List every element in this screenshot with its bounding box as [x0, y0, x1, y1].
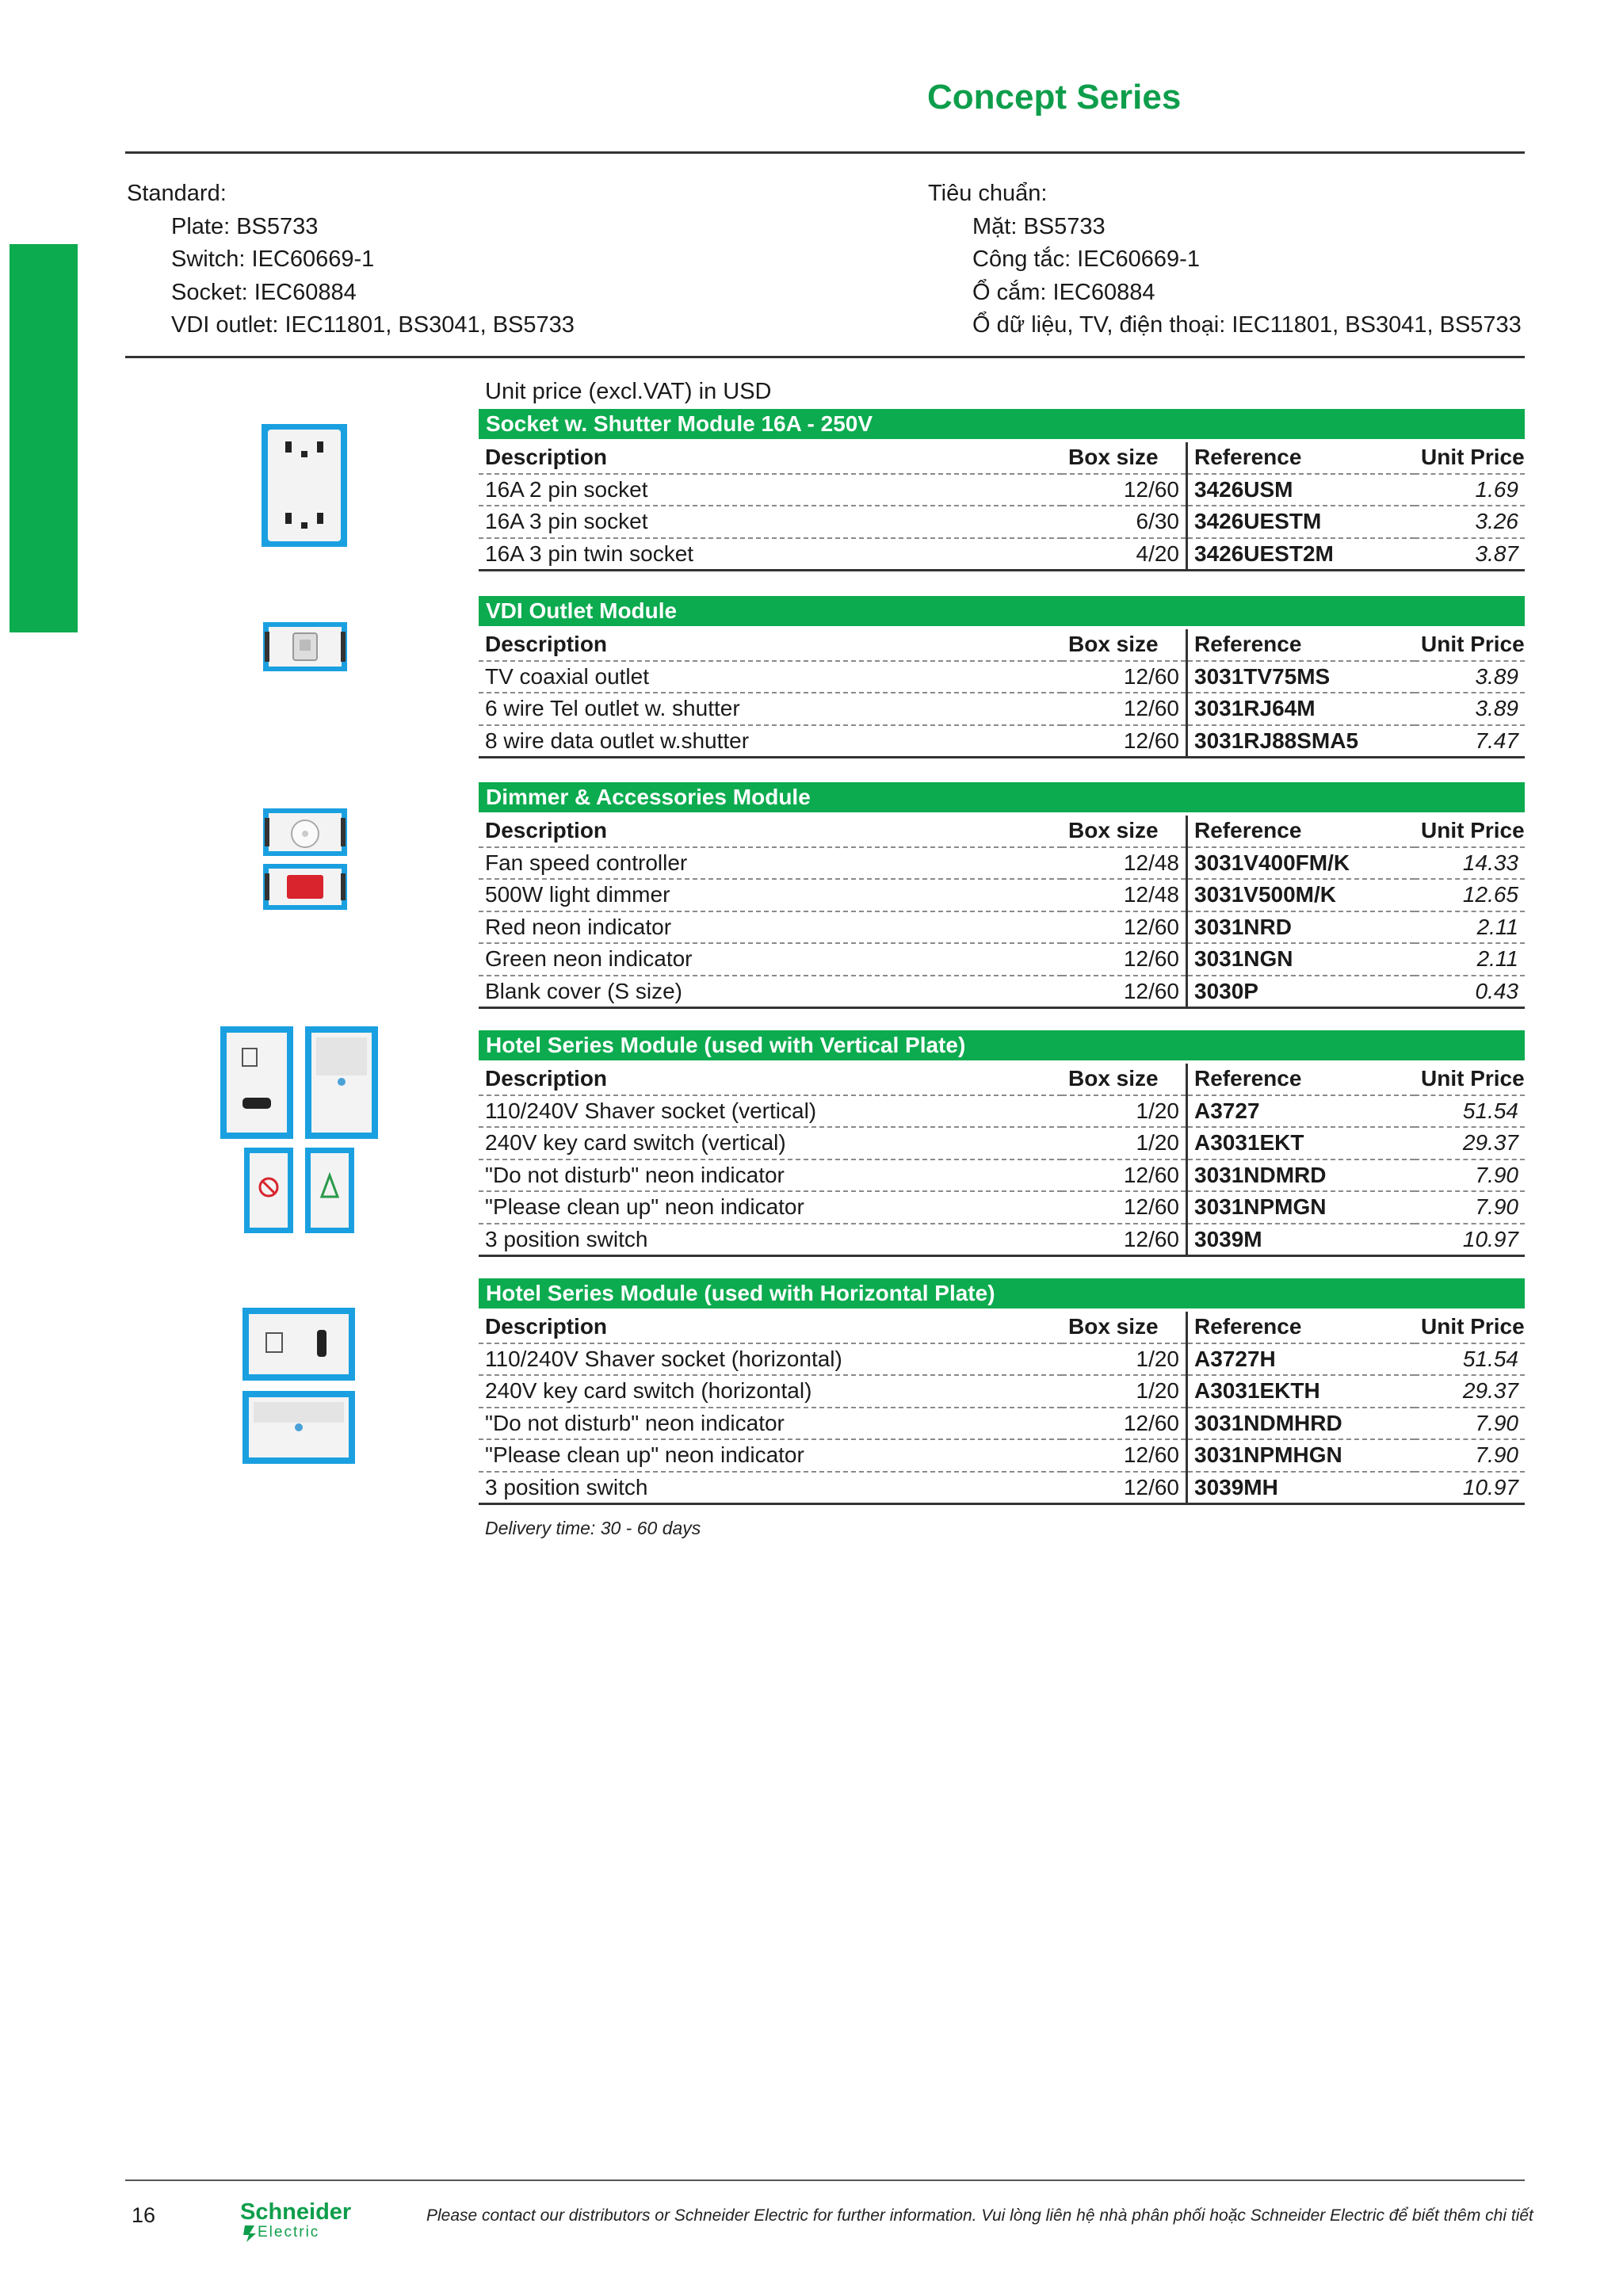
col-reference: Reference — [1187, 816, 1415, 847]
col-unit-price: Unit Price — [1415, 816, 1525, 847]
cell-unit-price: 3.89 — [1415, 661, 1525, 693]
cell-box-size: 12/60 — [1062, 725, 1187, 758]
standards-heading: Tiêu chuẩn: — [928, 181, 1048, 206]
cell-reference: 3030P — [1187, 976, 1415, 1008]
cell-description: 240V key card switch (vertical) — [479, 1127, 1062, 1159]
shaver-socket-vertical-image — [220, 1026, 293, 1139]
cell-unit-price: 3.89 — [1415, 693, 1525, 725]
cell-reference: 3031NDMRD — [1187, 1159, 1415, 1192]
price-table — [479, 816, 1525, 1009]
cell-description: 16A 3 pin twin socket — [479, 538, 1062, 571]
standard-line: Công tắc: IEC60669-1 — [972, 246, 1200, 272]
section-title: Dimmer & Accessories Module — [479, 782, 1525, 812]
col-box-size: Box size — [1062, 629, 1187, 661]
col-description: Description — [479, 629, 1062, 661]
cell-reference: 3031NDMHRD — [1187, 1408, 1415, 1440]
cell-box-size: 12/60 — [1062, 911, 1187, 944]
cell-description: "Please clean up" neon indicator — [479, 1439, 1062, 1472]
table-row — [479, 943, 1525, 976]
schneider-electric-logo — [240, 2199, 375, 2243]
cell-box-size: 12/60 — [1062, 693, 1187, 725]
table-header — [479, 1312, 1525, 1343]
svg-text:Electric: Electric — [258, 2224, 320, 2241]
col-description: Description — [479, 442, 1062, 474]
key-card-switch-vertical-image — [305, 1026, 378, 1139]
cell-unit-price: 14.33 — [1415, 847, 1525, 880]
cell-box-size: 12/60 — [1062, 1224, 1187, 1256]
cell-box-size: 12/60 — [1062, 1191, 1187, 1224]
cell-unit-price: 10.97 — [1415, 1472, 1525, 1504]
table-header — [479, 442, 1525, 474]
dimmer-image — [263, 808, 347, 856]
cell-box-size: 12/60 — [1062, 1408, 1187, 1440]
please-clean-up-vertical-image — [305, 1148, 354, 1233]
standards-heading: Standard: — [127, 181, 227, 206]
table-header — [479, 629, 1525, 661]
price-table — [479, 1064, 1525, 1257]
cell-box-size: 12/60 — [1062, 474, 1187, 506]
shaver-socket-horizontal-image — [242, 1308, 355, 1381]
cell-unit-price: 3.26 — [1415, 506, 1525, 538]
cell-box-size: 12/60 — [1062, 1159, 1187, 1192]
footer-rule — [125, 2179, 1525, 2181]
delivery-note: Delivery time: 30 - 60 days — [485, 1518, 701, 1538]
cell-unit-price: 7.90 — [1415, 1191, 1525, 1224]
cell-unit-price: 10.97 — [1415, 1224, 1525, 1256]
table-row — [479, 1343, 1525, 1376]
table-row — [479, 1224, 1525, 1256]
col-unit-price: Unit Price — [1415, 1312, 1525, 1343]
cell-reference: A3727H — [1187, 1343, 1415, 1376]
table-header — [479, 816, 1525, 847]
cell-description: 16A 3 pin socket — [479, 506, 1062, 538]
cell-reference: 3031V500M/K — [1187, 879, 1415, 911]
standards-vietnamese — [928, 178, 1522, 342]
standards-english — [127, 178, 575, 342]
cell-reference: 3426USM — [1187, 474, 1415, 506]
footer-contact-note: Please contact our distributors or Schneider Electric for further information. Vui lòng liên hệ nhà phân phối hoặc Schneider Electric để biết thêm chi tiết — [426, 2206, 1533, 2225]
cell-description: "Please clean up" neon indicator — [479, 1191, 1062, 1224]
red-indicator-image — [263, 864, 347, 910]
table-row — [479, 879, 1525, 911]
col-unit-price: Unit Price — [1415, 442, 1525, 474]
cell-description: 500W light dimmer — [479, 879, 1062, 911]
table-row — [479, 538, 1525, 571]
table-row — [479, 661, 1525, 693]
cell-reference: 3039MH — [1187, 1472, 1415, 1504]
cell-box-size: 4/20 — [1062, 538, 1187, 571]
cell-box-size: 12/48 — [1062, 847, 1187, 880]
cell-unit-price: 12.65 — [1415, 879, 1525, 911]
cell-description: 240V key card switch (horizontal) — [479, 1375, 1062, 1408]
col-box-size: Box size — [1062, 816, 1187, 847]
col-description: Description — [479, 1064, 1062, 1095]
cell-unit-price: 29.37 — [1415, 1375, 1525, 1408]
table-row — [479, 1127, 1525, 1159]
col-reference: Reference — [1187, 442, 1415, 474]
cell-box-size: 12/48 — [1062, 879, 1187, 911]
table-row — [479, 1408, 1525, 1440]
cell-description: TV coaxial outlet — [479, 661, 1062, 693]
cell-box-size: 12/60 — [1062, 943, 1187, 976]
table-row — [479, 976, 1525, 1008]
cell-description: "Do not disturb" neon indicator — [479, 1408, 1062, 1440]
table-row — [479, 1375, 1525, 1408]
section-hotel-vertical — [479, 1030, 1525, 1257]
section-hotel-horizontal — [479, 1278, 1525, 1505]
cell-description: 110/240V Shaver socket (horizontal) — [479, 1343, 1062, 1376]
top-rule — [125, 151, 1525, 154]
table-row — [479, 1159, 1525, 1192]
cell-unit-price: 0.43 — [1415, 976, 1525, 1008]
cell-unit-price: 51.54 — [1415, 1343, 1525, 1376]
table-row — [479, 506, 1525, 538]
cell-unit-price: 3.87 — [1415, 538, 1525, 571]
table-row — [479, 1439, 1525, 1472]
table-row — [479, 693, 1525, 725]
page-number: 16 — [132, 2203, 156, 2227]
cell-box-size: 1/20 — [1062, 1343, 1187, 1376]
table-row — [479, 847, 1525, 880]
cell-box-size: 1/20 — [1062, 1095, 1187, 1128]
col-box-size: Box size — [1062, 1064, 1187, 1095]
cell-box-size: 1/20 — [1062, 1375, 1187, 1408]
col-unit-price: Unit Price — [1415, 1064, 1525, 1095]
col-reference: Reference — [1187, 1312, 1415, 1343]
cell-reference: 3426UESTM — [1187, 506, 1415, 538]
price-table — [479, 1312, 1525, 1505]
section-dimmer-accessories — [479, 782, 1525, 1009]
cell-description: 16A 2 pin socket — [479, 474, 1062, 506]
cell-box-size: 12/60 — [1062, 1439, 1187, 1472]
standard-line: Ổ cắm: IEC60884 — [972, 279, 1155, 305]
cell-unit-price: 7.90 — [1415, 1439, 1525, 1472]
standard-line: VDI outlet: IEC11801, BS3041, BS5733 — [171, 312, 575, 338]
socket-module-image — [262, 424, 347, 547]
section-title: Socket w. Shutter Module 16A - 250V — [479, 409, 1525, 439]
section-vdi-outlet — [479, 596, 1525, 758]
cell-box-size: 6/30 — [1062, 506, 1187, 538]
cell-description: Red neon indicator — [479, 911, 1062, 944]
cell-reference: 3031TV75MS — [1187, 661, 1415, 693]
cell-box-size: 12/60 — [1062, 976, 1187, 1008]
cell-description: Blank cover (S size) — [479, 976, 1062, 1008]
standard-line: Plate: BS5733 — [171, 213, 319, 239]
table-row — [479, 1472, 1525, 1504]
cell-description: 3 position switch — [479, 1472, 1062, 1504]
table-row — [479, 1095, 1525, 1128]
standard-line: Socket: IEC60884 — [171, 279, 357, 305]
standards-rule — [125, 356, 1525, 358]
standard-line: Mặt: BS5733 — [972, 213, 1106, 239]
price-table — [479, 442, 1525, 571]
cell-unit-price: 2.11 — [1415, 943, 1525, 976]
cell-reference: 3031NPMGN — [1187, 1191, 1415, 1224]
cell-description: 110/240V Shaver socket (vertical) — [479, 1095, 1062, 1128]
col-reference: Reference — [1187, 1064, 1415, 1095]
cell-unit-price: 51.54 — [1415, 1095, 1525, 1128]
section-title: Hotel Series Module (used with Horizontal Plate) — [479, 1278, 1525, 1308]
table-row — [479, 911, 1525, 944]
table-header — [479, 1064, 1525, 1095]
cell-reference: A3031EKTH — [1187, 1375, 1415, 1408]
page-title: Concept Series — [927, 78, 1182, 117]
cell-reference: 3031NGN — [1187, 943, 1415, 976]
do-not-disturb-vertical-image — [244, 1148, 293, 1233]
col-box-size: Box size — [1062, 442, 1187, 474]
cell-reference: 3031RJ88SMA5 — [1187, 725, 1415, 758]
unit-price-note: Unit price (excl.VAT) in USD — [485, 379, 772, 404]
table-row — [479, 1191, 1525, 1224]
cell-reference: A3727 — [1187, 1095, 1415, 1128]
col-unit-price: Unit Price — [1415, 629, 1525, 661]
standard-line: Ổ dữ liệu, TV, điện thoại: IEC11801, BS3041, BS5733 — [972, 312, 1522, 338]
cell-description: 3 position switch — [479, 1224, 1062, 1256]
cell-description: "Do not disturb" neon indicator — [479, 1159, 1062, 1192]
cell-description: 8 wire data outlet w.shutter — [479, 725, 1062, 758]
cell-box-size: 12/60 — [1062, 1472, 1187, 1504]
cell-description: Fan speed controller — [479, 847, 1062, 880]
col-description: Description — [479, 1312, 1062, 1343]
cell-reference: 3031NPMHGN — [1187, 1439, 1415, 1472]
cell-reference: 3031NRD — [1187, 911, 1415, 944]
cell-description: Green neon indicator — [479, 943, 1062, 976]
standard-line: Switch: IEC60669-1 — [171, 246, 375, 272]
key-card-switch-horizontal-image — [242, 1391, 355, 1464]
cell-box-size: 12/60 — [1062, 661, 1187, 693]
col-description: Description — [479, 816, 1062, 847]
cell-reference: A3031EKT — [1187, 1127, 1415, 1159]
cell-reference: 3031V400FM/K — [1187, 847, 1415, 880]
section-title: Hotel Series Module (used with Vertical Plate) — [479, 1030, 1525, 1060]
cell-unit-price: 2.11 — [1415, 911, 1525, 944]
svg-text:Schneider: Schneider — [240, 2199, 352, 2225]
cell-reference: 3426UEST2M — [1187, 538, 1415, 571]
cell-unit-price: 29.37 — [1415, 1127, 1525, 1159]
cell-unit-price: 7.47 — [1415, 725, 1525, 758]
table-row — [479, 725, 1525, 758]
cell-reference: 3039M — [1187, 1224, 1415, 1256]
price-table — [479, 629, 1525, 758]
vdi-outlet-image — [263, 622, 347, 671]
section-title: VDI Outlet Module — [479, 596, 1525, 626]
cell-unit-price: 1.69 — [1415, 474, 1525, 506]
table-row — [479, 474, 1525, 506]
cell-description: 6 wire Tel outlet w. shutter — [479, 693, 1062, 725]
cell-reference: 3031RJ64M — [1187, 693, 1415, 725]
cell-unit-price: 7.90 — [1415, 1159, 1525, 1192]
side-green-tab — [10, 244, 78, 632]
col-reference: Reference — [1187, 629, 1415, 661]
section-socket-shutter — [479, 409, 1525, 571]
cell-unit-price: 7.90 — [1415, 1408, 1525, 1440]
col-box-size: Box size — [1062, 1312, 1187, 1343]
cell-box-size: 1/20 — [1062, 1127, 1187, 1159]
